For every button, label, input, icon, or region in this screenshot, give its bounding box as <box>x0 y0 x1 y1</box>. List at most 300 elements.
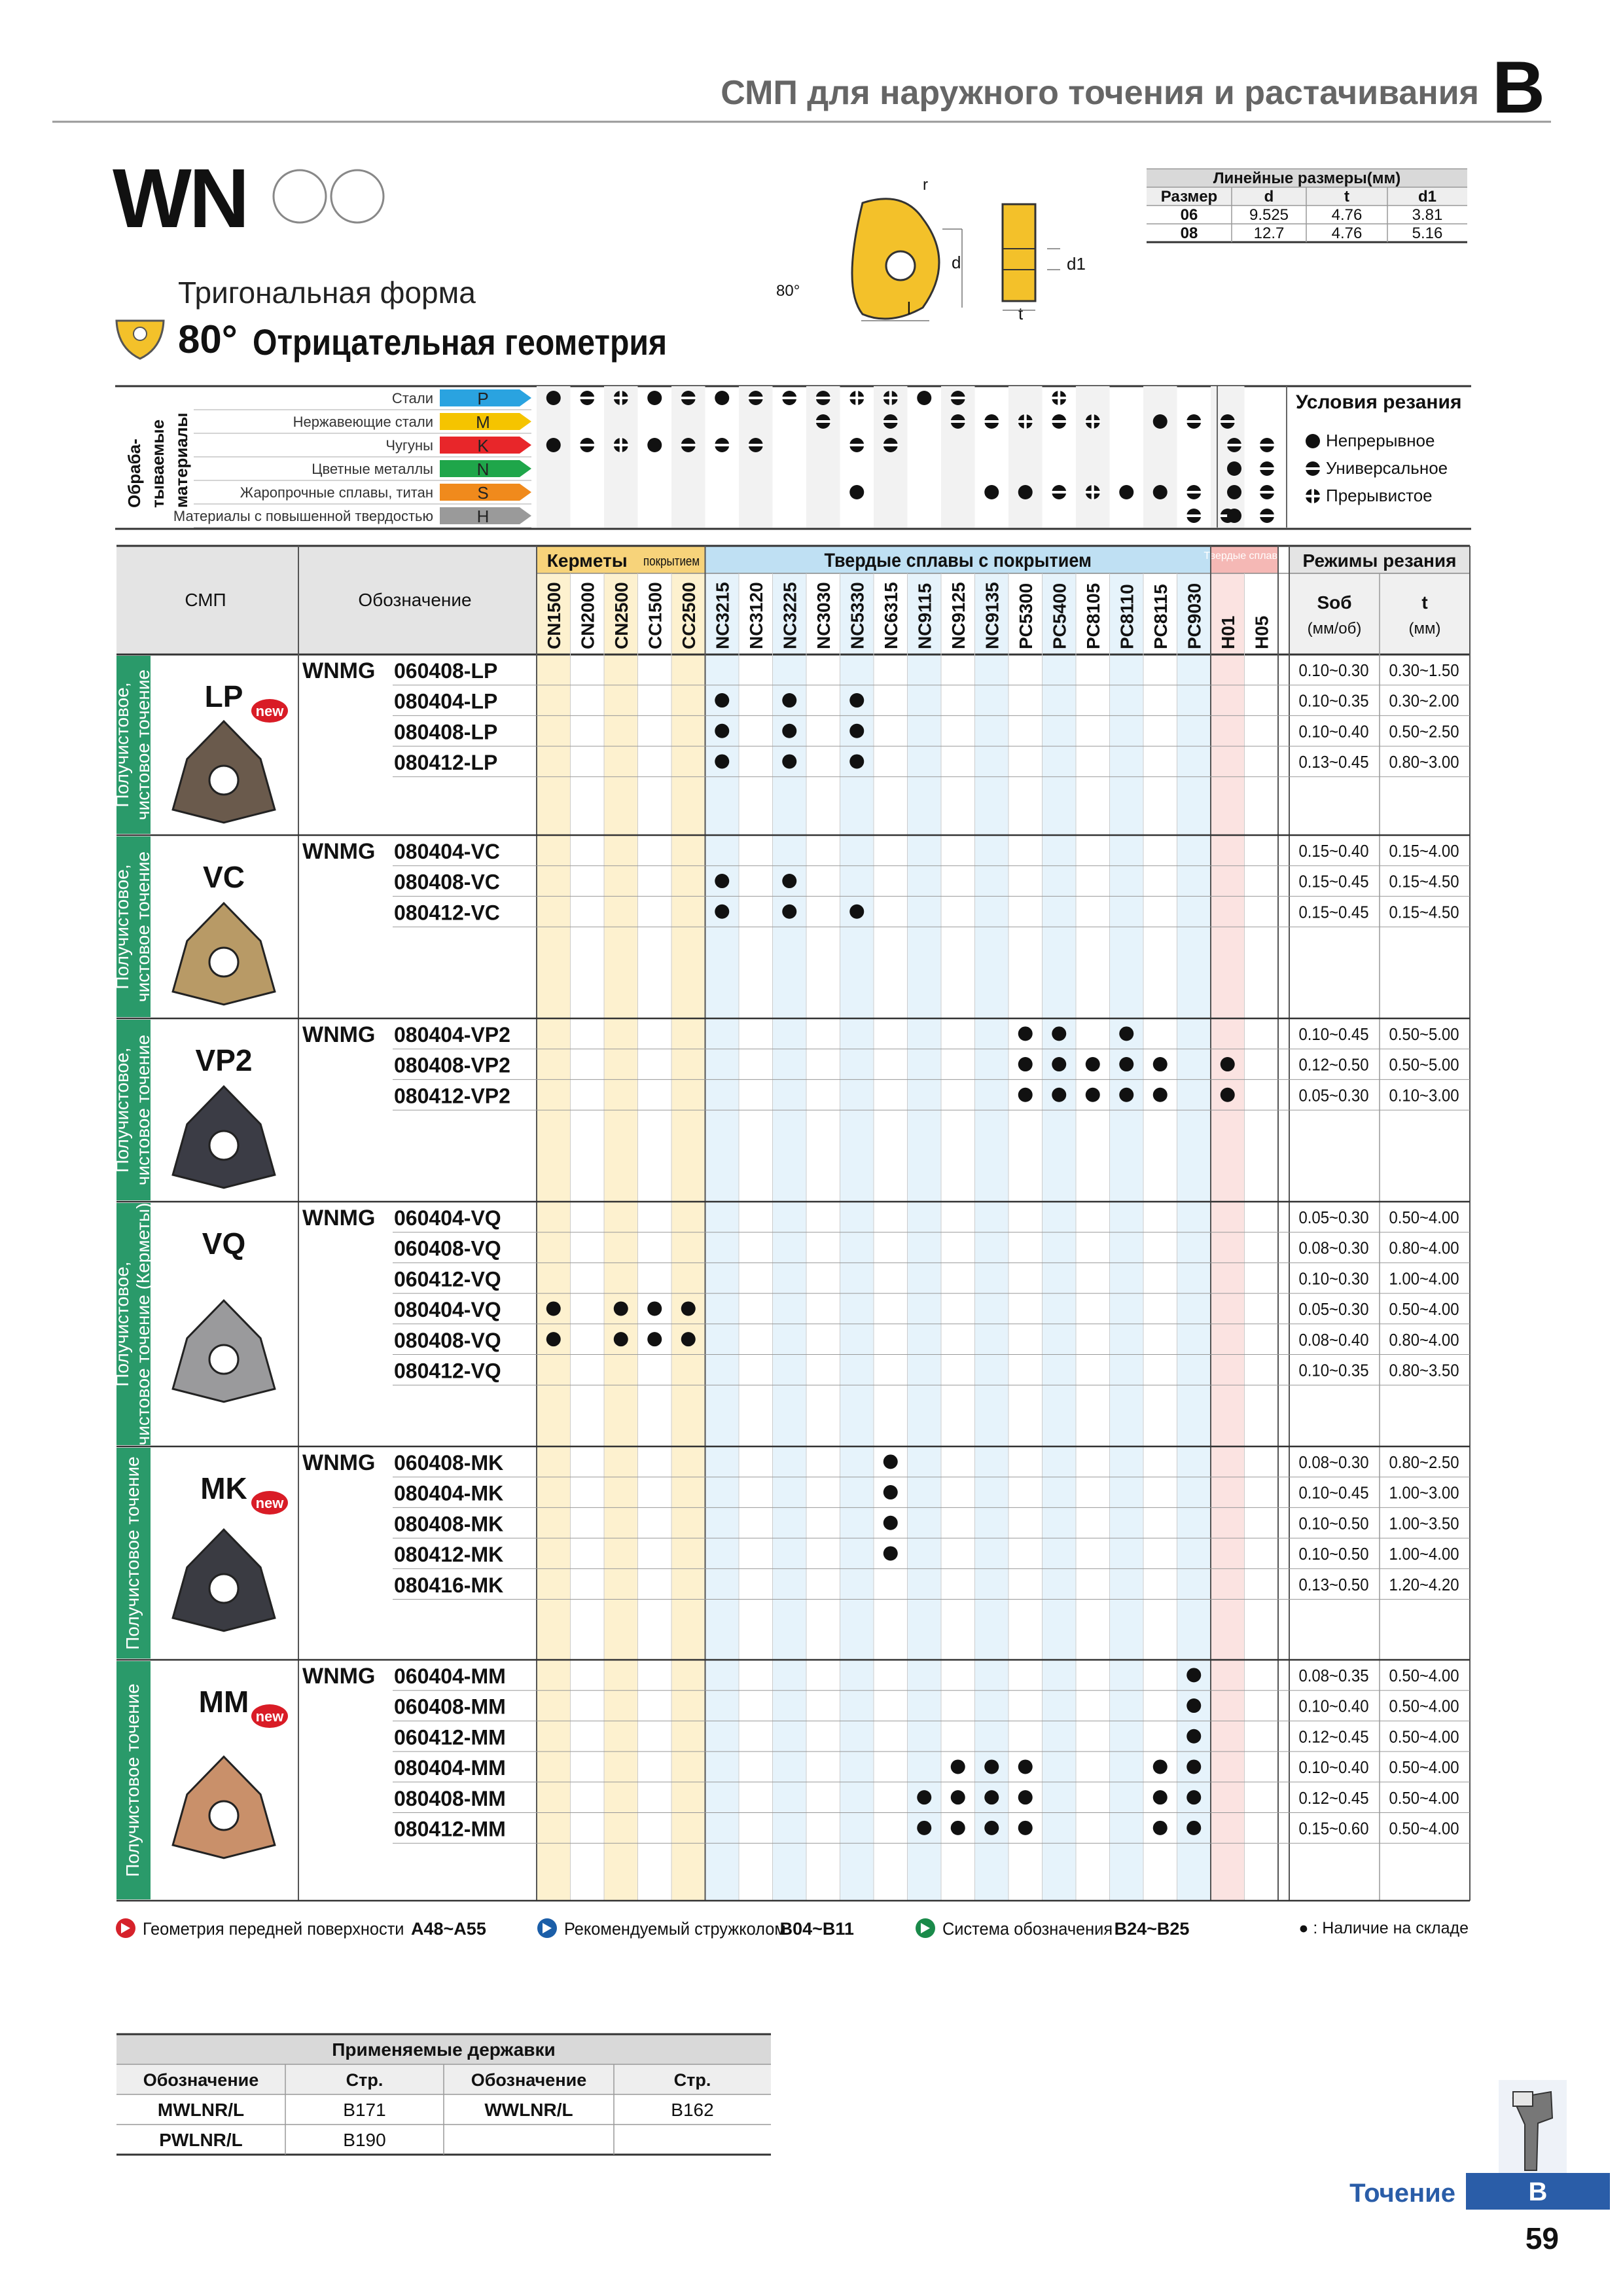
stock-dot <box>984 1759 999 1774</box>
insert-side-view <box>1003 204 1035 301</box>
dim-table-header: Размер <box>1160 188 1218 206</box>
insert-code: 080408-LP <box>394 720 498 744</box>
section-title: СМП для наружного точения и растачивания <box>721 74 1479 112</box>
chipbreaker-name: MK <box>200 1471 247 1505</box>
insert-code: 080412-VP2 <box>394 1084 510 1108</box>
feed-value: 0.12~0.50 <box>1298 1055 1369 1075</box>
group-modes: Режимы резания <box>1302 550 1457 571</box>
feed-value: 0.08~0.30 <box>1298 1238 1369 1258</box>
depth-value: 1.00~4.00 <box>1389 1269 1459 1289</box>
grade-name: NC3225 <box>779 582 800 649</box>
stock-dot <box>883 1546 898 1560</box>
feed-value: 0.10~0.40 <box>1298 722 1369 742</box>
feed-value: 0.13~0.45 <box>1298 753 1369 772</box>
iso-group-code: N <box>476 459 490 479</box>
trigon-icon-hole <box>134 327 147 340</box>
chipbreaker-name: LP <box>204 679 243 713</box>
legend-mark <box>1306 434 1320 448</box>
label-d1: d1 <box>1067 254 1086 274</box>
iso-group-code: K <box>477 436 489 456</box>
depth-value: 1.00~3.50 <box>1389 1514 1459 1534</box>
insert-photo-hole <box>209 1345 238 1374</box>
mark-universal-slot <box>1259 514 1275 517</box>
feed-value: 0.10~0.50 <box>1298 1545 1369 1564</box>
section-side-label: чистовое точение <box>133 851 153 1003</box>
holders-cell: MWLNR/L <box>157 2100 245 2120</box>
mat-col-shade <box>604 386 638 528</box>
grade-name: NC3215 <box>712 582 733 649</box>
feed-value: 0.05~0.30 <box>1298 1208 1369 1228</box>
group-coated-carbide: Твердые сплавы с покрытием <box>824 549 1092 572</box>
grade-name: NC3030 <box>813 582 834 649</box>
mark-interrupted-slot-v <box>620 390 622 406</box>
mat-side-label: тываемые <box>148 419 168 508</box>
geometry-name: Отрицательная геометрия <box>253 321 668 363</box>
stock-note: ● : Наличие на складе <box>1298 1919 1469 1937</box>
stock-dot <box>951 1821 965 1835</box>
feed-value: 0.10~0.35 <box>1298 1361 1369 1380</box>
depth-value: 0.50~4.00 <box>1389 1819 1459 1839</box>
holders-cell: B171 <box>343 2100 386 2120</box>
insert-code: 080412-LP <box>394 751 498 775</box>
insert-code: 080408-MM <box>394 1786 506 1810</box>
insert-photo-hole <box>209 948 238 977</box>
mat-name: Материалы с повышенной твердостью <box>173 508 433 524</box>
depth-value: 0.50~4.00 <box>1389 1727 1459 1747</box>
mark-universal-slot <box>1186 514 1202 517</box>
depth-value: 0.50~4.00 <box>1389 1300 1459 1319</box>
grade-name: NC9135 <box>982 582 1003 649</box>
feed-value: 0.10~0.40 <box>1298 1758 1369 1778</box>
dim-table-cell: 4.76 <box>1331 224 1363 242</box>
feed-value: 0.10~0.45 <box>1298 1025 1369 1045</box>
stock-dot <box>984 1790 999 1804</box>
depth-value: 0.15~4.50 <box>1389 903 1459 922</box>
mark-universal-slot <box>950 420 966 423</box>
col-feed: Sоб <box>1317 592 1352 613</box>
footer-section: Точение <box>1349 2179 1455 2208</box>
stock-dot <box>1153 1759 1168 1774</box>
grade-col-fill <box>840 573 874 1901</box>
feed-value: 0.15~0.60 <box>1298 1819 1369 1839</box>
feed-value: 0.15~0.45 <box>1298 872 1369 891</box>
section-side-label: Получистовое, <box>112 864 132 990</box>
depth-value: 0.80~4.00 <box>1389 1330 1459 1350</box>
holders-header: Стр. <box>346 2070 383 2090</box>
dim-table-header: t <box>1344 188 1349 206</box>
holders-header: Обозначение <box>143 2070 259 2090</box>
placeholder-circle-2 <box>331 170 383 223</box>
mark-continuous <box>984 485 999 499</box>
stock-dot <box>1018 1088 1033 1102</box>
stock-dot <box>715 874 729 888</box>
conditions-title: Условия резания <box>1296 391 1462 413</box>
insert-prefix: WNMG <box>302 1664 376 1689</box>
grade-col-fill <box>705 573 740 1901</box>
grade-name: NC9125 <box>948 582 969 649</box>
grade-name: CN2500 <box>611 582 632 649</box>
grade-name: PC5400 <box>1049 583 1070 649</box>
stock-dot <box>614 1332 628 1346</box>
stock-dot <box>1052 1057 1066 1071</box>
geometry-angle: 80° <box>178 317 238 361</box>
mark-universal-slot <box>714 444 730 446</box>
mat-col-shade <box>1143 386 1177 528</box>
grade-name: NC3120 <box>745 582 766 649</box>
mat-side-label: Обраба- <box>124 439 144 508</box>
stock-dot <box>1186 1698 1201 1713</box>
insert-code: 080408-MK <box>394 1512 504 1536</box>
mark-universal-slot <box>815 420 831 423</box>
grade-col-fill <box>604 573 638 1901</box>
mark-continuous <box>546 391 561 405</box>
chipbreaker-name: VQ <box>202 1227 246 1261</box>
insert-code: WN <box>113 152 247 245</box>
depth-value: 0.15~4.50 <box>1389 872 1459 891</box>
mark-universal-slot <box>883 444 899 446</box>
depth-value: 0.30~1.50 <box>1389 661 1459 681</box>
stock-dot <box>546 1332 561 1346</box>
depth-value: 1.00~3.00 <box>1389 1483 1459 1503</box>
grade-name: PC5300 <box>1015 583 1036 649</box>
feed-value: 0.12~0.45 <box>1298 1788 1369 1808</box>
grade-col-fill <box>1043 573 1077 1901</box>
group-cermets: Керметы <box>546 550 628 571</box>
stock-dot <box>883 1454 898 1469</box>
stock-dot <box>1221 1057 1235 1071</box>
mat-col-shade <box>941 386 975 528</box>
stock-dot <box>1018 1790 1033 1804</box>
mat-name: Нержавеющие стали <box>293 414 433 430</box>
feed-value: 0.10~0.50 <box>1298 1514 1369 1534</box>
depth-value: 0.15~4.00 <box>1389 842 1459 861</box>
stock-dot <box>1018 1759 1033 1774</box>
iso-group-code: P <box>477 389 489 408</box>
mark-continuous <box>1227 485 1241 499</box>
feed-value: 0.10~0.30 <box>1298 1269 1369 1289</box>
insert-code: 080408-VQ <box>394 1328 501 1352</box>
depth-value: 0.50~4.00 <box>1389 1666 1459 1686</box>
stock-dot <box>1119 1026 1133 1041</box>
insert-photo-hole <box>209 1131 238 1160</box>
mark-universal-slot <box>950 397 966 399</box>
grade-col-fill <box>1211 573 1245 1901</box>
legend-label: Непрерывное <box>1326 431 1435 450</box>
depth-value: 0.80~4.00 <box>1389 1238 1459 1258</box>
insert-code: 080404-LP <box>394 689 498 713</box>
insert-code: 060408-MM <box>394 1695 506 1719</box>
insert-code: 060412-VQ <box>394 1267 501 1291</box>
grade-name: CC1500 <box>645 582 666 649</box>
holders-cell: WWLNR/L <box>484 2100 573 2120</box>
stock-dot <box>681 1301 696 1316</box>
feed-value: 0.10~0.40 <box>1298 1696 1369 1716</box>
stock-dot <box>782 693 796 708</box>
new-badge-text: new <box>255 1708 284 1725</box>
insert-code: 080412-VQ <box>394 1359 501 1383</box>
mat-col-shade <box>1211 386 1245 528</box>
stock-dot <box>1018 1026 1033 1041</box>
col-insert: СМП <box>185 590 226 610</box>
mark-interrupted-slot-v <box>1024 414 1027 429</box>
insert-code: 080404-MK <box>394 1481 504 1505</box>
mark-universal-slot <box>1259 444 1275 446</box>
mark-interrupted-slot-v <box>1092 414 1094 429</box>
insert-code: 080404-VC <box>394 840 500 863</box>
chipbreaker-name: MM <box>198 1685 249 1719</box>
stock-dot <box>883 1485 898 1499</box>
legend-label: Прерывистое <box>1326 486 1433 505</box>
insert-code: 080412-VC <box>394 901 500 925</box>
col-depth-unit: (мм) <box>1408 620 1441 637</box>
col-depth: t <box>1421 592 1428 613</box>
insert-code: 060408-LP <box>394 659 498 683</box>
feed-value: 0.10~0.35 <box>1298 691 1369 711</box>
grade-name: PC9030 <box>1184 583 1205 649</box>
new-badge-text: new <box>255 703 284 719</box>
mark-universal-slot <box>1051 491 1067 493</box>
insert-photo-hole <box>209 766 238 795</box>
mark-continuous <box>1153 414 1168 429</box>
section-side-label: Получистовое, <box>112 1047 132 1173</box>
grade-name: PC8115 <box>1150 584 1171 649</box>
depth-value: 1.20~4.20 <box>1389 1575 1459 1595</box>
holders-header: Стр. <box>673 2070 711 2090</box>
grade-col-fill <box>1110 573 1144 1901</box>
stock-dot <box>715 724 729 738</box>
feed-value: 0.13~0.50 <box>1298 1575 1369 1595</box>
label-t: t <box>1018 304 1024 323</box>
stock-dot <box>1119 1057 1133 1071</box>
stock-dot <box>849 754 864 768</box>
dim-table-title: Линейные размеры(мм) <box>1213 170 1401 187</box>
stock-dot <box>951 1790 965 1804</box>
depth-value: 0.80~2.50 <box>1389 1453 1459 1473</box>
mark-continuous <box>917 391 931 405</box>
depth-value: 0.10~3.00 <box>1389 1086 1459 1105</box>
depth-value: 0.50~4.00 <box>1389 1758 1459 1778</box>
stock-dot <box>1018 1057 1033 1071</box>
mat-col-shade <box>671 386 705 528</box>
mark-universal-slot <box>579 444 595 446</box>
mat-name: Чугуны <box>385 437 433 454</box>
insert-code: 080408-VC <box>394 870 500 894</box>
insert-prefix: WNMG <box>302 1022 376 1047</box>
stock-dot <box>1153 1790 1168 1804</box>
mark-universal-slot <box>681 444 696 446</box>
mark-universal-slot <box>579 397 595 399</box>
stock-dot <box>917 1790 931 1804</box>
feed-value: 0.08~0.40 <box>1298 1330 1369 1350</box>
new-badge-text: new <box>255 1495 284 1511</box>
grade-col-fill <box>537 573 571 1901</box>
insert-prefix: WNMG <box>302 1450 376 1475</box>
stock-dot <box>1052 1026 1066 1041</box>
stock-dot <box>984 1821 999 1835</box>
stock-dot <box>715 754 729 768</box>
feed-value: 0.10~0.45 <box>1298 1483 1369 1503</box>
mark-universal-slot <box>748 397 764 399</box>
stock-dot <box>715 693 729 708</box>
insert-code: 080408-VP2 <box>394 1053 510 1077</box>
mark-continuous <box>647 391 662 405</box>
mat-col-shade <box>1008 386 1043 528</box>
insert-code: 080404-VQ <box>394 1298 501 1322</box>
group-carbide: Твердые сплавы <box>1204 550 1285 562</box>
grade-name: CN2000 <box>577 582 598 649</box>
mark-continuous <box>546 438 561 452</box>
insert-code: 060408-MK <box>394 1451 504 1475</box>
mark-interrupted-slot-v <box>1092 484 1094 500</box>
mark-universal-slot <box>984 420 999 423</box>
insert-code: 080404-MM <box>394 1756 506 1780</box>
stock-dot <box>782 754 796 768</box>
chipbreaker-name: VC <box>203 860 245 894</box>
insert-hole <box>886 251 915 280</box>
stock-dot <box>647 1332 662 1346</box>
holders-cell: B162 <box>671 2100 714 2120</box>
insert-code: 080404-VP2 <box>394 1023 510 1047</box>
iso-group-code: M <box>476 412 490 432</box>
stock-dot <box>951 1759 965 1774</box>
insert-code: 080412-MK <box>394 1543 504 1567</box>
legend-slot <box>1305 467 1321 470</box>
grade-name: H01 <box>1217 615 1238 649</box>
turning-tool-insert <box>1513 2092 1533 2106</box>
mark-universal-slot <box>1226 444 1242 446</box>
section-side-label: Получистовое точение <box>122 1683 143 1877</box>
grade-name: NC9115 <box>914 583 935 649</box>
mark-universal-slot <box>1186 491 1202 493</box>
mark-continuous <box>715 391 729 405</box>
ref-label: Геометрия передней поверхности <box>142 1918 404 1939</box>
legend-label: Универсальное <box>1326 458 1448 478</box>
grade-name: NC6315 <box>880 582 901 649</box>
stock-dot <box>782 874 796 888</box>
placeholder-circle-1 <box>274 170 326 223</box>
stock-dot <box>1153 1057 1168 1071</box>
label-angle: 80° <box>776 282 800 300</box>
left-header <box>116 546 537 655</box>
page-number: 59 <box>1525 2221 1559 2255</box>
depth-value: 0.50~5.00 <box>1389 1055 1459 1075</box>
mark-universal-slot <box>883 420 899 423</box>
mark-universal-slot <box>1051 420 1067 423</box>
section-side-label: Получистовое, <box>112 682 132 808</box>
stock-dot <box>1186 1759 1201 1774</box>
mark-universal-slot <box>815 397 831 399</box>
mat-name: Стали <box>391 390 433 406</box>
holders-header: Обозначение <box>471 2070 587 2090</box>
feed-value: 0.08~0.35 <box>1298 1666 1369 1686</box>
mark-universal-slot <box>681 397 696 399</box>
section-side-label: чистовое точение (Керметы) <box>133 1202 153 1446</box>
mark-universal-slot <box>1220 420 1236 423</box>
mark-interrupted-slot-v <box>855 390 858 406</box>
label-d: d <box>952 253 961 272</box>
dim-table-cell: 08 <box>1180 224 1198 242</box>
insert-code: 060412-MM <box>394 1725 506 1749</box>
depth-value: 0.50~4.00 <box>1389 1696 1459 1716</box>
stock-dot <box>1119 1088 1133 1102</box>
dim-table-header: d <box>1264 188 1274 206</box>
insert-photo-hole <box>209 1574 238 1603</box>
feed-value: 0.15~0.40 <box>1298 842 1369 861</box>
stock-dot <box>1186 1790 1201 1804</box>
depth-value: 0.50~5.00 <box>1389 1025 1459 1045</box>
stock-dot <box>782 905 796 919</box>
insert-prefix: WNMG <box>302 658 376 683</box>
iso-group-code: H <box>476 507 490 526</box>
stock-dot <box>849 724 864 738</box>
stock-dot <box>681 1332 696 1346</box>
grade-col-fill <box>773 573 807 1901</box>
grade-name: PC8110 <box>1116 584 1137 649</box>
depth-value: 0.80~3.50 <box>1389 1361 1459 1380</box>
group-coated-cermets: покрытием <box>643 553 700 569</box>
insert-prefix: WNMG <box>302 1206 376 1230</box>
stock-dot <box>917 1821 931 1835</box>
feed-value: 0.10~0.30 <box>1298 661 1369 681</box>
grade-col-fill <box>975 573 1009 1901</box>
feed-value: 0.12~0.45 <box>1298 1727 1369 1747</box>
ref-pages: B24~B25 <box>1114 1919 1190 1939</box>
shape-name: Тригональная форма <box>178 276 476 310</box>
section-side-label: Получистовое, <box>112 1261 132 1387</box>
ref-label: Рекомендуемый стружколом <box>563 1918 786 1939</box>
section-side-label: Получистовое точение <box>122 1456 143 1650</box>
grade-name: PC8105 <box>1082 583 1103 649</box>
mark-universal-slot <box>748 444 764 446</box>
stock-dot <box>715 905 729 919</box>
stock-dot <box>614 1301 628 1316</box>
section-letter: B <box>1492 46 1545 128</box>
mat-col-shade <box>537 386 571 528</box>
label-r: r <box>923 176 928 194</box>
grade-name: CC2500 <box>678 582 699 649</box>
stock-dot <box>1153 1088 1168 1102</box>
depth-value: 0.50~2.50 <box>1389 722 1459 742</box>
holders-title: Применяемые державки <box>332 2039 556 2060</box>
ref-label: Система обозначения <box>942 1918 1113 1939</box>
stock-dot <box>1186 1821 1201 1835</box>
stock-dot <box>546 1301 561 1316</box>
ref-pages: A48~A55 <box>411 1919 486 1939</box>
insert-code: 080416-MK <box>394 1573 504 1597</box>
depth-value: 0.50~4.00 <box>1389 1208 1459 1228</box>
footer-letter: B <box>1528 2178 1548 2206</box>
col-feed-unit: (мм/об) <box>1307 620 1362 637</box>
mark-universal-slot <box>849 444 865 446</box>
chipbreaker-name: VP2 <box>195 1043 253 1077</box>
stock-dot <box>849 905 864 919</box>
stock-dot <box>1052 1088 1066 1102</box>
mark-universal-slot <box>1186 420 1202 423</box>
stock-dot <box>1153 1821 1168 1835</box>
mat-name: Жаропрочные сплавы, титан <box>240 484 433 501</box>
dim-table-cell: 4.76 <box>1331 206 1363 224</box>
insert-code: 060404-VQ <box>394 1206 501 1230</box>
feed-value: 0.15~0.45 <box>1298 903 1369 922</box>
section-side-label: чистовое точение <box>133 1034 153 1186</box>
mark-universal-slot <box>781 397 797 399</box>
mark-interrupted-slot-v <box>1058 390 1060 406</box>
section-side-label: чистовое точение <box>133 669 153 821</box>
depth-value: 0.50~4.00 <box>1389 1788 1459 1808</box>
grade-name: NC5330 <box>847 582 868 649</box>
mat-col-shade <box>874 386 908 528</box>
mark-universal-slot <box>1259 491 1275 493</box>
